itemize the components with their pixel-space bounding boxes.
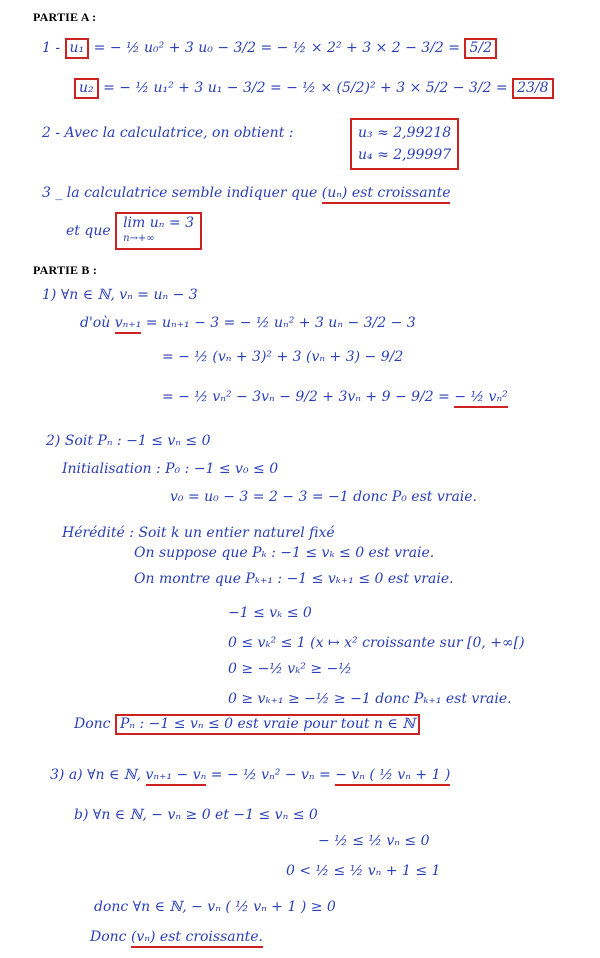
q3d-underline: (vₙ) est croissante.: [131, 929, 263, 948]
q3a-result: − vₙ ( ½ vₙ + 1 ): [335, 767, 450, 786]
init2: v₀ = u₀ − 3 = 2 − 3 = −1 donc P₀ est vraie.: [170, 489, 478, 505]
q1-b: d'où vₙ₊₁ = uₙ₊₁ − 3 = − ½ uₙ² + 3 uₙ − 3/2 − 3: [80, 314, 416, 332]
partie-b-title: PARTIE B :: [33, 263, 98, 277]
q3c: donc ∀n ∈ ℕ, − vₙ ( ½ vₙ + 1 ) ≥ 0: [94, 899, 336, 915]
step2: 0 ≤ vₖ² ≤ 1 (x ↦ x² croissante sur [0, +∞[): [228, 635, 525, 651]
q1: 1) ∀n ∈ ℕ, vₙ = uₙ − 3: [42, 287, 198, 303]
hered2: On suppose que Pₖ : −1 ≤ vₖ ≤ 0 est vraie.: [134, 545, 435, 561]
q1-result: − ½ vₙ²: [454, 389, 507, 408]
r2-box: 23/8: [512, 78, 553, 99]
step4: 0 ≥ vₖ₊₁ ≥ −½ ≥ −1 donc Pₖ₊₁ est vraie.: [228, 691, 512, 707]
step1: −1 ≤ vₖ ≤ 0: [228, 605, 312, 621]
line-calc: 2 - Avec la calculatrice, on obtient :: [42, 125, 294, 141]
step3: 0 ≥ −½ vₖ² ≥ −½: [228, 661, 352, 677]
calc-box: u₃ ≈ 2,99218 u₄ ≈ 2,99997: [350, 118, 459, 170]
croissante-underline: (uₙ) est croissante: [322, 185, 451, 204]
u1-box: u₁: [65, 38, 90, 59]
q1-d: = − ½ vₙ² − 3vₙ − 9/2 + 3vₙ + 9 − 9/2 = − ½ vₙ²: [162, 388, 508, 406]
q3b: b) ∀n ∈ ℕ, − vₙ ≥ 0 et −1 ≤ vₙ ≤ 0: [74, 807, 318, 823]
q3b3: 0 < ½ ≤ ½ vₙ + 1 ≤ 1: [286, 863, 441, 879]
q2: 2) Soit Pₙ : −1 ≤ vₙ ≤ 0: [46, 433, 211, 449]
u2-box: u₂: [74, 78, 99, 99]
hered3: On montre que Pₖ₊₁ : −1 ≤ vₖ₊₁ ≤ 0 est vraie.: [134, 571, 454, 587]
line-u2: u₂ = − ½ u₁² + 3 u₁ − 3/2 = − ½ × (5/2)² + 3 × 5/2 − 3/2 = 23/8: [74, 78, 554, 99]
lim-sub: n→+∞: [123, 233, 155, 244]
q1-c: = − ½ (vₙ + 3)² + 3 (vₙ + 3) − 9/2: [162, 349, 404, 365]
init: Initialisation : P₀ : −1 ≤ v₀ ≤ 0: [62, 461, 279, 477]
q3d: Donc (vₙ) est croissante.: [90, 928, 263, 946]
q3b2: − ½ ≤ ½ vₙ ≤ 0: [318, 833, 430, 849]
lim-expression: lim uₙ = 3: [123, 215, 194, 231]
conclusion: Donc Pₙ : −1 ≤ vₙ ≤ 0 est vraie pour tout n ∈ ℕ: [74, 714, 420, 735]
line-lim: et que lim uₙ = 3 n→+∞: [66, 212, 202, 250]
line-conj: 3 _ la calculatrice semble indiquer que (uₙ) est croissante: [42, 184, 450, 202]
q3a: 3) a) ∀n ∈ ℕ, vₙ₊₁ − vₙ = − ½ vₙ² − vₙ = − vₙ ( ½ vₙ + 1 ): [50, 766, 450, 784]
line-u1: 1 - u₁ = − ½ u₀² + 3 u₀ − 3/2 = − ½ × 2² + 3 × 2 − 3/2 = 5/2: [42, 38, 497, 59]
r1-box: 5/2: [464, 38, 497, 59]
conclusion-box: Pₙ : −1 ≤ vₙ ≤ 0 est vraie pour tout n ∈ ℕ: [115, 714, 420, 735]
hered: Hérédité : Soit k un entier naturel fixé: [62, 525, 335, 541]
partie-a-title: PARTIE A :: [33, 10, 97, 24]
